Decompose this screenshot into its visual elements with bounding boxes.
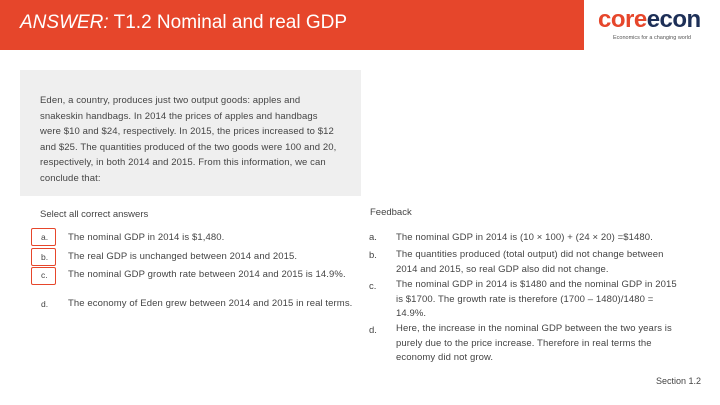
feedback-c-text: The nominal GDP in 2014 is $1480 and the nominal GDP in 2015 is $1700. The growth rate is therefore (1700 – 1480)/1480 = 14.9%. [396, 279, 677, 319]
option-a-letter: a. [41, 232, 49, 242]
feedback-a-text: The nominal GDP in 2014 is (10 × 100) + (24 × 20) =$1480. [396, 232, 653, 243]
question-text: Eden, a country, produces just two output goods: apples and snakeskin handbags. In 2014 the prices of apples and handbags were $10 and $24, respectively. In 2015, the prices increased to $12 and $25. The quantities produced of the two goods were 100 and 20, respectively, in both 2014 and 2015. From this information, we can conclude that: [40, 95, 337, 184]
option-b-text[interactable]: The real GDP is unchanged between 2014 and 2015. [68, 251, 298, 262]
feedback-c-letter: c. [369, 281, 377, 292]
option-c-letter: c. [41, 270, 48, 280]
slide-title [20, 12, 347, 34]
feedback-label: Feedback [370, 207, 412, 218]
core-econ-logo [598, 6, 708, 42]
option-d-letter: d. [41, 299, 49, 309]
option-b-letter: b. [41, 252, 49, 262]
title-text: T1.2 Nominal and real GDP [108, 12, 348, 33]
option-d-text[interactable]: The economy of Eden grew between 2014 and 2015 in real terms. [68, 298, 353, 309]
option-c-text[interactable]: The nominal GDP growth rate between 2014 and 2015 is 14.9%. [68, 269, 346, 280]
question-box [20, 70, 361, 196]
feedback-b-text: The quantities produced (total output) did not change between 2014 and 2015, so real GDP also did not change. [396, 249, 664, 275]
logo-tagline: Economics for a changing world [613, 35, 691, 41]
answer-label: ANSWER: [20, 12, 109, 33]
logo-wordmark: coreecon [598, 6, 701, 33]
feedback-d-letter: d. [369, 325, 377, 336]
feedback-a-letter: a. [369, 232, 377, 243]
feedback-b-letter: b. [369, 250, 377, 261]
feedback-d-text: Here, the increase in the nominal GDP between the two years is purely due to the price increase. Therefore in real terms the economy did not grow. [396, 323, 672, 363]
section-footer: Section 1.2 [656, 376, 702, 386]
select-all-label: Select all correct answers [40, 209, 149, 220]
option-a-text[interactable]: The nominal GDP in 2014 is $1,480. [68, 232, 225, 243]
